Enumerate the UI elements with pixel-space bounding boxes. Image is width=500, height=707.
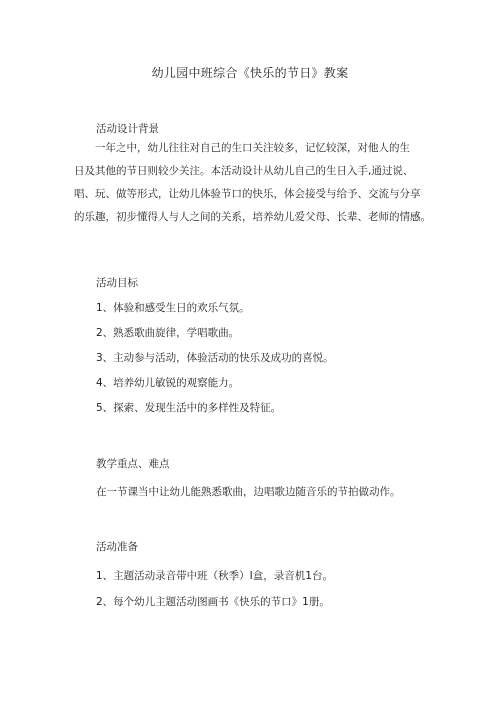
preparation-item: 1、主题活动录音带中班（秋季）I盒，录音机1台。 <box>96 570 333 582</box>
background-paragraph <box>74 137 430 229</box>
objective-item: 2、熟悉歌曲旋律，学唱歌曲。 <box>96 327 240 339</box>
objective-item: 1、体验和感受生日的欢乐气氛。 <box>96 302 250 314</box>
section-heading-key-points: 教学重点、难点 <box>96 458 170 470</box>
paragraph-line: 日及其他的节日则较少关注。本活动设计从幼儿自己的生日入手,通过说、 <box>74 165 414 177</box>
preparation-item: 2、每个幼儿主题活动图画书《快乐的节口》1册。 <box>96 596 330 608</box>
paragraph-line: 唱、玩、做等形式，让幼儿体验节口的快乐，体会接受与给予、交流与分享 <box>74 188 421 200</box>
objective-item: 3、主动参与活动，体验活动的快乐及成功的喜悦。 <box>96 352 334 364</box>
key-point-text: 在一节课当中让幼儿能熟悉歌曲，边唱歌边随音乐的节拍做动作。 <box>96 486 401 498</box>
section-heading-objectives: 活动目标 <box>96 277 138 289</box>
paragraph-line: 一年之中，幼儿往往对自己的生口关注较多，记忆较深，对他人的生 <box>95 142 410 154</box>
section-heading-background: 活动设计背景 <box>96 123 159 135</box>
section-heading-preparation: 活动准备 <box>96 541 138 553</box>
paragraph-line: 的乐趣，初步懂得人与人之间的关系，培养幼儿爱父母、长辈、老师的情感。 <box>74 211 431 223</box>
document-title: 幼儿园中班综合《快乐的节日》教案 <box>151 66 349 80</box>
objective-item: 5、探索、发现生活中的多样性及特征。 <box>96 402 282 414</box>
objective-item: 4、培养幼儿敏锐的观察能力。 <box>96 377 240 389</box>
